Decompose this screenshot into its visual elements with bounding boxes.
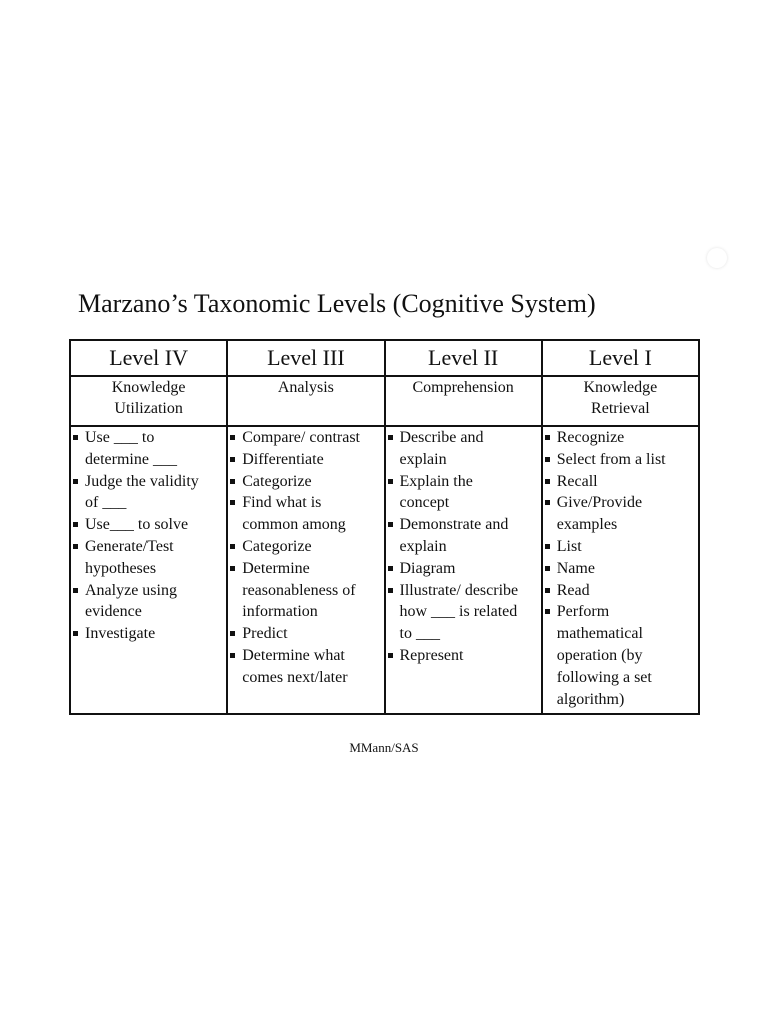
level-header: Level IV — [70, 340, 227, 376]
list-item: Differentiate — [228, 449, 383, 471]
list-item: Name — [543, 558, 698, 580]
list-item: Compare/ contrast — [228, 427, 383, 449]
list-item: Determine what comes next/later — [228, 645, 383, 689]
list-item: List — [543, 536, 698, 558]
list-item: Determine reasonableness of information — [228, 558, 383, 623]
list-item: Use ___ to determine ___ — [71, 427, 226, 471]
list-item: Perform mathematical operation (by following a set algorithm) — [543, 601, 698, 710]
list-item: Investigate — [71, 623, 226, 645]
category-cell — [542, 376, 699, 426]
list-item: Explain the concept — [386, 471, 541, 515]
items-cell — [70, 426, 227, 714]
circle-marker — [707, 248, 727, 268]
list-item: Recall — [543, 471, 698, 493]
verb-list — [543, 427, 698, 710]
level-header: Level III — [227, 340, 384, 376]
list-item: Diagram — [386, 558, 541, 580]
verb-list — [228, 427, 383, 689]
items-cell — [227, 426, 384, 714]
category-label: Comprehension — [412, 379, 514, 396]
list-item: Illustrate/ describe how ___ is related to ___ — [386, 580, 541, 645]
items-cell — [385, 426, 542, 714]
list-item: Generate/Test hypotheses — [71, 536, 226, 580]
list-item: Judge the validity of ___ — [71, 471, 226, 515]
items-cell — [542, 426, 699, 714]
page-title: Marzano’s Taxonomic Levels (Cognitive System) — [78, 289, 596, 318]
list-item: Select from a list — [543, 449, 698, 471]
category-row — [70, 376, 699, 426]
list-item: Find what is common among — [228, 492, 383, 536]
verb-list — [386, 427, 541, 667]
category-label: Knowledge Retrieval — [583, 379, 658, 417]
list-item: Demonstrate and explain — [386, 514, 541, 558]
list-item: Categorize — [228, 536, 383, 558]
list-item: Analyze using evidence — [71, 580, 226, 624]
list-item: Use___ to solve — [71, 514, 226, 536]
level-header: Level I — [542, 340, 699, 376]
list-item: Describe and explain — [386, 427, 541, 471]
category-cell — [227, 376, 384, 426]
verb-list — [71, 427, 226, 645]
list-item: Give/Provide examples — [543, 492, 698, 536]
category-label: Analysis — [277, 379, 334, 396]
footer-credit: MMann/SAS — [349, 740, 419, 755]
list-item: Represent — [386, 645, 541, 667]
category-cell — [385, 376, 542, 426]
category-label: Knowledge Utilization — [111, 379, 186, 417]
items-row — [70, 426, 699, 714]
level-header-row — [70, 340, 699, 376]
list-item: Categorize — [228, 471, 383, 493]
category-cell — [70, 376, 227, 426]
list-item: Recognize — [543, 427, 698, 449]
level-header: Level II — [385, 340, 542, 376]
list-item: Read — [543, 580, 698, 602]
list-item: Predict — [228, 623, 383, 645]
taxonomy-table — [69, 339, 700, 715]
